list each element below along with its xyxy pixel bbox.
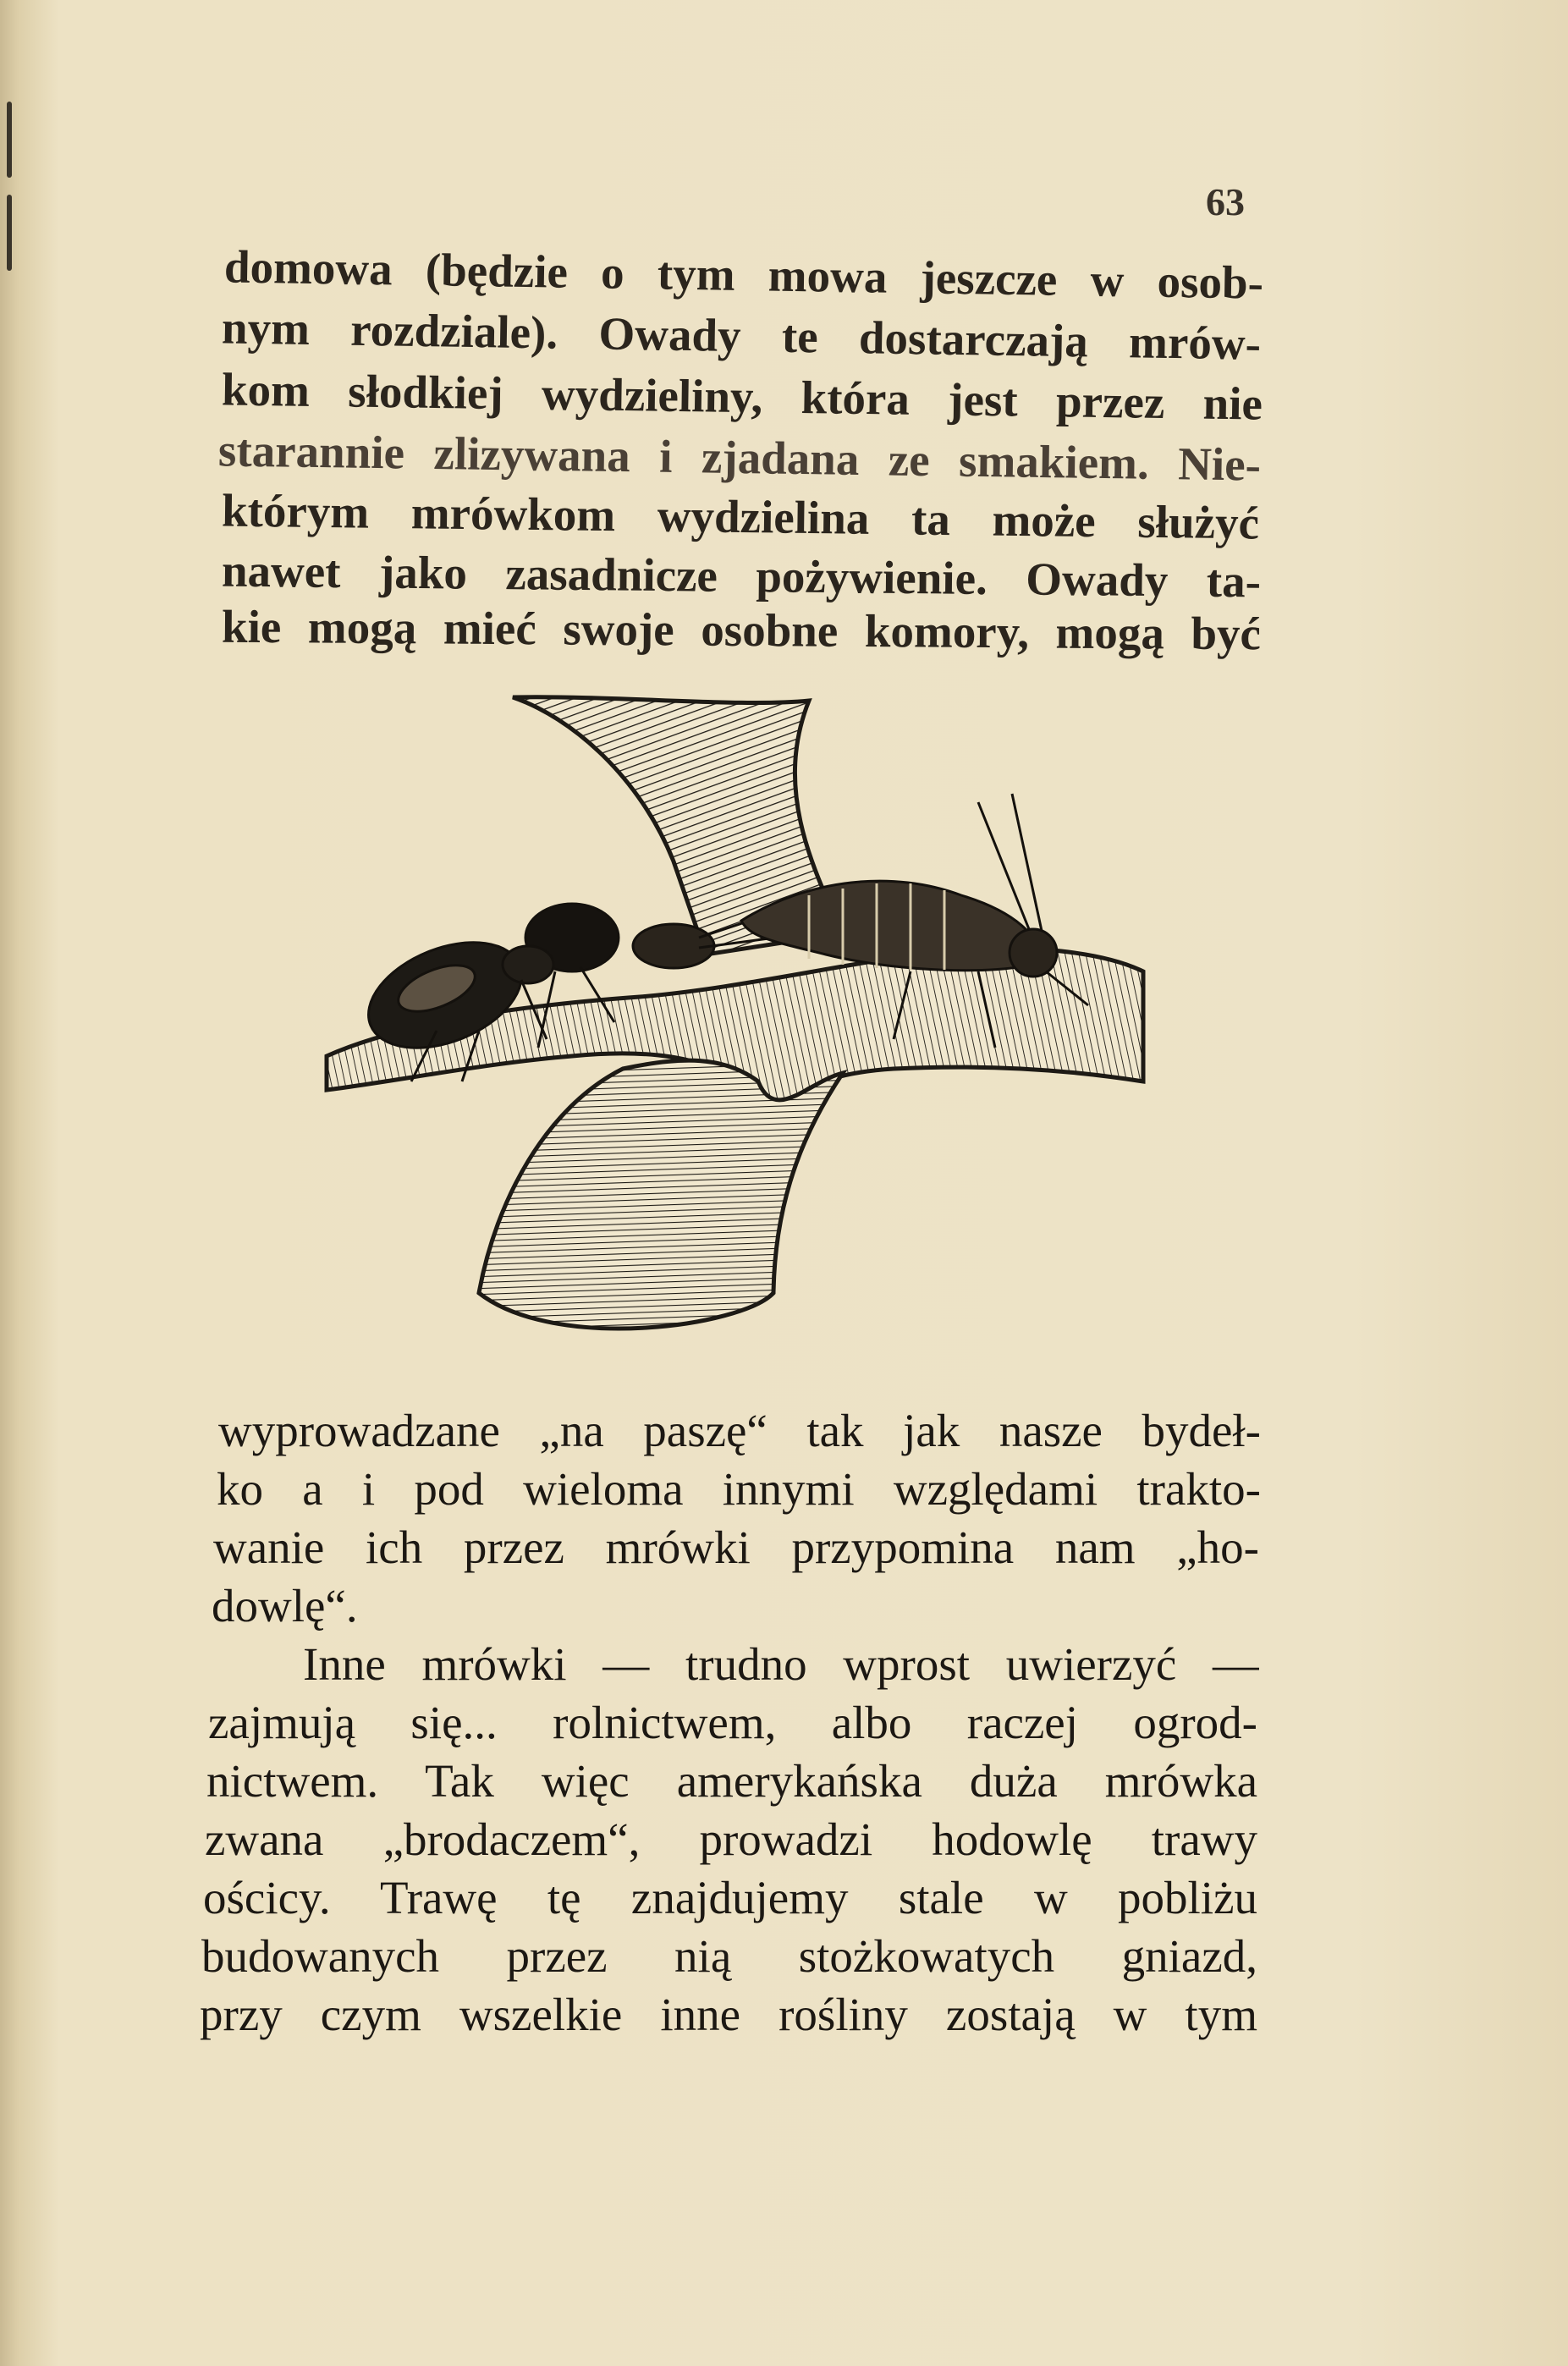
text-line: zajmują się... rolnictwem, albo raczej ogrod- [208,1697,1257,1748]
text-line: ko a i pod wieloma innymi względami trakto- [217,1463,1261,1515]
text-line: kie mogą mieć swoje osobne komory, mogą być [221,600,1262,660]
text-line: którym mrówkom wydzielina ta może służyć [221,484,1260,549]
binding-edge-mark [7,102,12,178]
ant-branch-illustration [301,684,1156,1361]
text-line: zwana „brodaczem“, prowadzi hodowlę trawy [205,1813,1257,1865]
text-line: nictwem. Tak więc amerykańska duża mrówka [206,1755,1257,1807]
text-line: wyprowadzane „na paszę“ tak jak nasze bydeł- [218,1405,1261,1456]
text-line: wanie ich przez mrówki przypomina nam „ho- [213,1521,1259,1573]
text-line: domowa (będzie o tym mowa jeszcze w osob- [223,240,1264,309]
text-line: budowanych przez nią stożkowatych gniazd, [201,1930,1257,1982]
text-line: przy czym wszelkie inne rośliny zostają w tym [200,1989,1257,2040]
text-line: starannie zlizywana i zjadana ze smakiem. Nie- [217,424,1262,491]
lower-trunk [479,1060,843,1329]
binding-edge-mark [7,195,12,271]
page-number: 63 [1206,180,1245,223]
text-line: dowlę“. [212,1580,358,1631]
text-line: Inne mrówki — trudno wprost uwierzyć — [303,1638,1259,1690]
text-line: kom słodkiej wydzieliny, która jest przez nie [221,363,1263,430]
text-line: ościcy. Trawę tę znajdujemy stale w pobliżu [203,1872,1257,1923]
text-line: nawet jako zasadnicze pożywienie. Owady ta- [221,544,1262,608]
text-line: nym rozdziale). Owady te dostarczają mrów- [221,301,1262,370]
